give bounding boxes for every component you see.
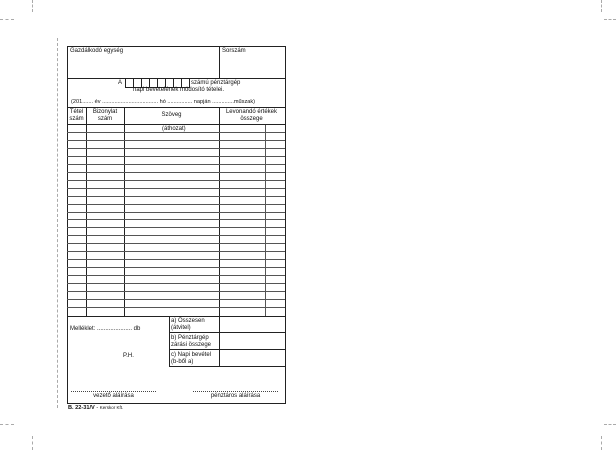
summary-a-line1: a) Összesen xyxy=(171,318,205,324)
publisher-text: Kerskor Kft. xyxy=(99,405,124,410)
table-row-line xyxy=(67,283,285,284)
summary-b-line1: b) Pénztárgép xyxy=(171,335,209,341)
summary-a xyxy=(171,318,205,332)
col-header-item-no xyxy=(67,109,86,123)
carry-over-label: (áthozat) xyxy=(162,126,186,132)
table-row-line xyxy=(67,132,285,133)
binding-line xyxy=(57,38,58,408)
serial-label: Sorszám xyxy=(222,48,246,54)
crop-mark xyxy=(604,424,616,425)
table-row-line xyxy=(67,235,285,236)
table-row-line xyxy=(67,172,285,173)
manager-signature-line[interactable] xyxy=(71,391,156,392)
summary-bottom-line xyxy=(169,366,285,367)
crop-mark xyxy=(32,436,33,450)
organization-label: Gazdálkodó egység xyxy=(70,48,124,54)
crop-mark xyxy=(0,424,14,425)
title-line-1: számú pénztárgép xyxy=(191,80,241,86)
table-row-line xyxy=(67,243,285,244)
table-row-line xyxy=(67,259,285,260)
col-header-item-no-line2: szám xyxy=(69,116,84,122)
header-divider xyxy=(219,46,220,78)
table-row-line xyxy=(67,251,285,252)
stamp-label: P.H. xyxy=(123,353,134,359)
table-row-line xyxy=(67,180,285,181)
table-row-line xyxy=(67,164,285,165)
summary-a-line2: (átvitel) xyxy=(171,325,191,331)
table-row-line xyxy=(67,196,285,197)
date-bottom-line xyxy=(67,107,285,108)
summary-line xyxy=(169,332,285,333)
table-bottom-line xyxy=(67,316,285,317)
column-divider xyxy=(265,124,266,316)
col-header-deductible-line2: összege xyxy=(240,116,263,122)
col-header-item-no-line1: Tétel xyxy=(69,109,84,115)
summary-b-line2: zárási összege xyxy=(171,342,212,348)
table-row-line xyxy=(67,227,285,228)
col-header-voucher-no-line1: Bizonylat xyxy=(92,109,118,115)
table-row-line xyxy=(67,156,285,157)
table-row-line xyxy=(67,219,285,220)
manager-signature-label: vezető aláírása xyxy=(93,393,134,399)
summary-b xyxy=(171,335,211,349)
summary-divider xyxy=(169,316,170,366)
table-row-line xyxy=(67,275,285,276)
cashier-signature-label: pénztáros aláírása xyxy=(210,393,261,399)
table-row-line xyxy=(67,188,285,189)
date-line: (201....... év .................................... hó ................ napján ..............műszak) xyxy=(71,99,256,105)
attachment-label: Melléklet: ..................... db xyxy=(70,326,141,332)
summary-c xyxy=(171,352,211,366)
table-row-line xyxy=(67,291,285,292)
col-header-text: Szöveg xyxy=(161,112,182,118)
crop-mark xyxy=(0,19,14,20)
table-row-line xyxy=(67,267,285,268)
table-row-line xyxy=(67,212,285,213)
table-row-line xyxy=(67,148,285,149)
summary-divider xyxy=(219,316,220,366)
title-line-2: napi bevételének módosító tételei. xyxy=(133,87,225,93)
cashier-signature-line[interactable] xyxy=(193,391,278,392)
col-header-voucher-no-line2: szám xyxy=(97,116,113,122)
table-row-line xyxy=(67,299,285,300)
crop-mark xyxy=(32,0,33,12)
crop-mark xyxy=(601,0,602,12)
table-header-line xyxy=(67,124,285,125)
summary-c-line2: (b-ből a) xyxy=(171,359,194,365)
summary-c-line1: c) Napi bevétel xyxy=(171,352,212,358)
crop-mark xyxy=(601,436,602,450)
summary-line xyxy=(169,349,285,350)
col-header-deductible xyxy=(219,109,284,123)
title-prefix: A xyxy=(118,80,123,86)
form-code-text: B. 22-31/V xyxy=(68,405,95,411)
col-header-voucher-no xyxy=(86,109,124,123)
table-row-line xyxy=(67,307,285,308)
table-row-line xyxy=(67,204,285,205)
crop-mark xyxy=(604,19,616,20)
table-row-line xyxy=(67,140,285,141)
form-code: B. 22-31/V - Kerskor Kft. xyxy=(68,405,124,411)
col-header-deductible-line1: Levonandó értékek xyxy=(225,109,278,115)
